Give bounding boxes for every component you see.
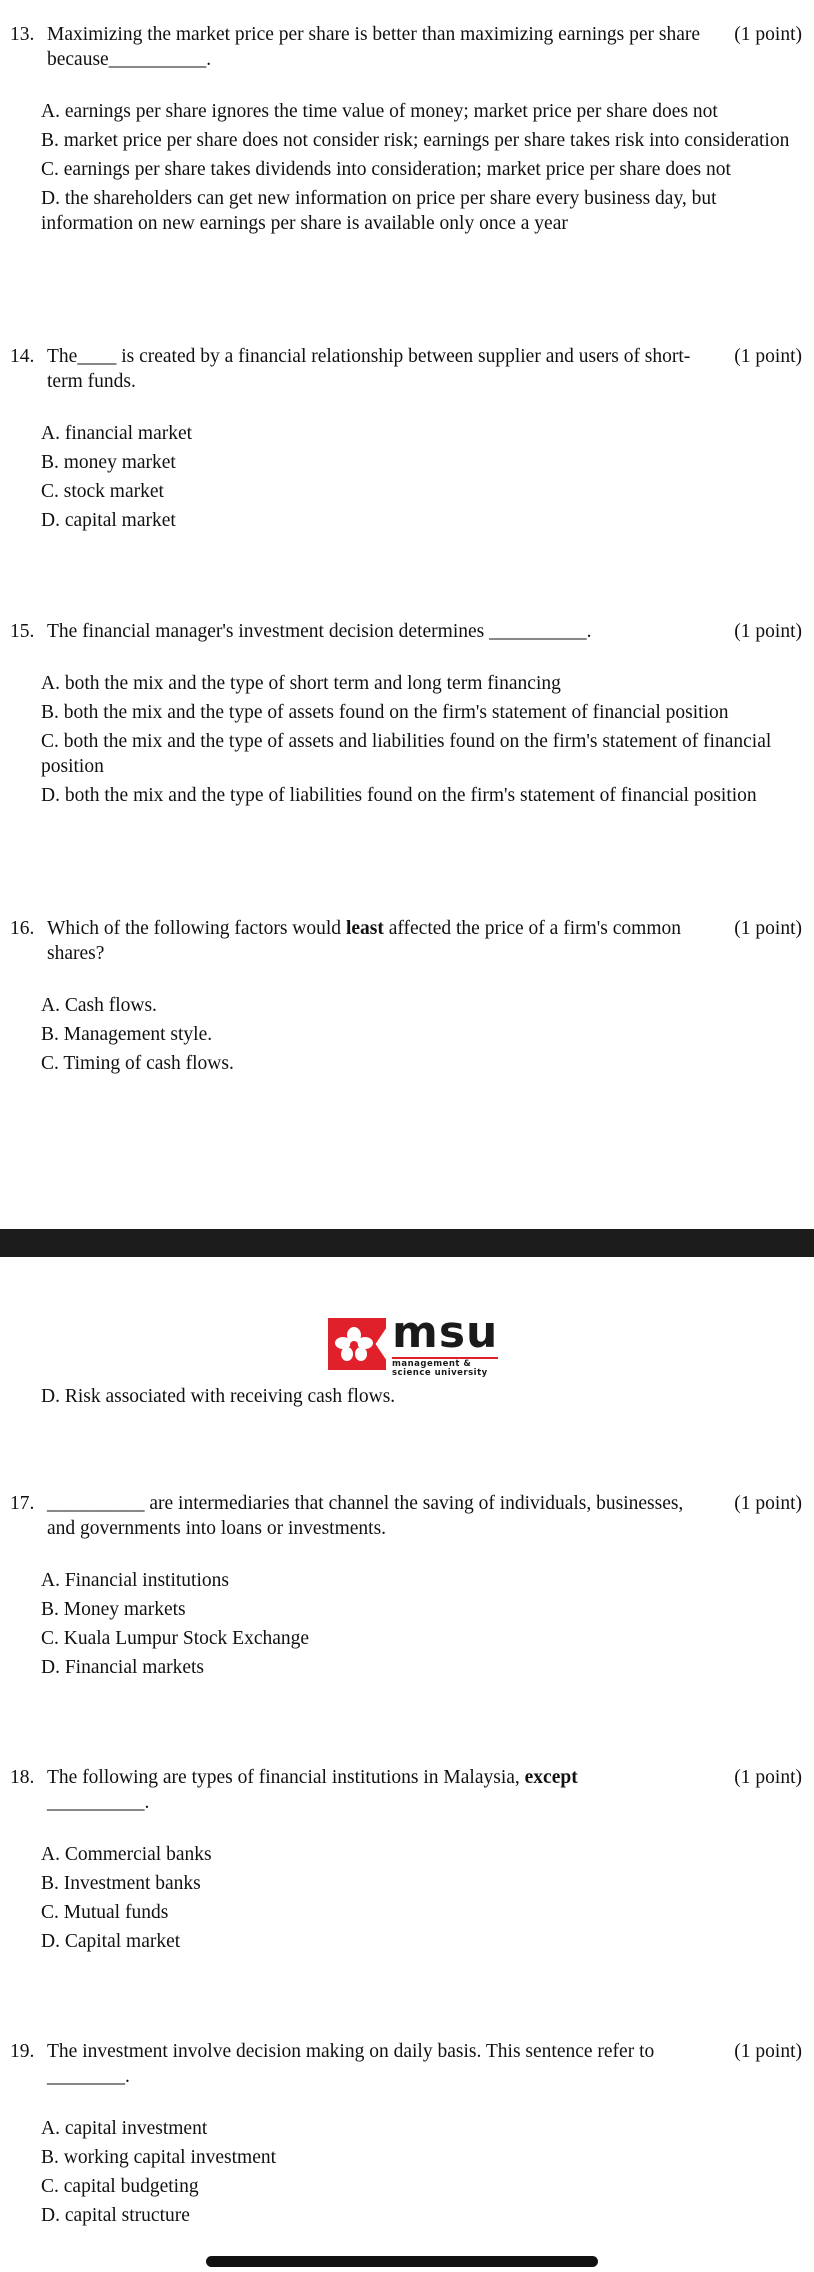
- emphasis-word: least: [345, 918, 384, 939]
- option-a[interactable]: A. Financial institutions: [41, 1570, 229, 1591]
- question-text: The____ is created by a financial relationship between supplier and users of short-term funds.: [47, 346, 691, 392]
- option-d[interactable]: D. capital market: [41, 510, 176, 531]
- options-list: [10, 2116, 802, 2228]
- option-a[interactable]: A. Cash flows.: [41, 995, 157, 1016]
- options-list: [10, 99, 802, 236]
- option-a[interactable]: A. Commercial banks: [41, 1844, 212, 1865]
- option-d[interactable]: D. both the mix and the type of liabilities found on the firm's statement of financial position: [41, 785, 757, 806]
- option-c[interactable]: C. capital budgeting: [41, 2176, 199, 2197]
- option-b[interactable]: B. Management style.: [41, 1024, 213, 1045]
- option-a[interactable]: A. capital investment: [41, 2118, 208, 2139]
- hibiscus-flower-icon: [328, 1318, 386, 1370]
- answer-blank: __________: [47, 1493, 145, 1514]
- option-c[interactable]: C. earnings per share takes dividends into consideration; market price per share does not: [41, 159, 731, 180]
- points-label: (1 point): [734, 2041, 802, 2062]
- question-text: __________ are intermediaries that channel the saving of individuals, businesses, and governments into loans or investments.: [47, 1493, 684, 1539]
- logo-subtitle: management & science university: [392, 1357, 498, 1377]
- msu-logo: [328, 1307, 499, 1378]
- question-17: [10, 1491, 802, 1684]
- question-15: [10, 619, 802, 812]
- question-16: [10, 916, 802, 1080]
- option-b[interactable]: B. both the mix and the type of assets found on the firm's statement of financial position: [41, 702, 729, 723]
- points-label: (1 point): [734, 1493, 802, 1514]
- option-d[interactable]: D. Financial markets: [41, 1657, 204, 1678]
- question-number: 15.: [10, 621, 35, 642]
- question-number: 13.: [10, 24, 35, 45]
- options-list: [10, 993, 802, 1076]
- options-list: [10, 671, 802, 808]
- option-c[interactable]: C. Timing of cash flows.: [41, 1053, 234, 1074]
- question-text: The following are types of financial institutions in Malaysia, except __________.: [47, 1767, 578, 1813]
- question-number: 17.: [10, 1493, 35, 1514]
- question-number: 18.: [10, 1767, 35, 1788]
- question-19: [10, 2039, 802, 2232]
- option-a[interactable]: A. both the mix and the type of short term and long term financing: [41, 673, 561, 694]
- option-b[interactable]: B. Investment banks: [41, 1873, 201, 1894]
- question-text: The financial manager's investment decision determines __________.: [47, 621, 592, 642]
- options-list: [10, 1842, 802, 1954]
- option-b[interactable]: B. working capital investment: [41, 2147, 277, 2168]
- answer-blank: ____: [77, 346, 117, 367]
- points-label: (1 point): [734, 1767, 802, 1788]
- points-label: (1 point): [734, 918, 802, 939]
- points-label: (1 point): [734, 346, 802, 367]
- option-d[interactable]: D. Risk associated with receiving cash flows.: [41, 1386, 396, 1407]
- option-c[interactable]: C. both the mix and the type of assets and liabilities found on the firm's statement of financial position: [41, 731, 772, 777]
- option-b[interactable]: B. market price per share does not consider risk; earnings per share takes risk into consideration: [41, 130, 790, 151]
- option-b[interactable]: B. money market: [41, 452, 176, 473]
- option-c[interactable]: C. Kuala Lumpur Stock Exchange: [41, 1628, 310, 1649]
- question-13: [10, 22, 802, 240]
- option-a[interactable]: A. financial market: [41, 423, 193, 444]
- answer-blank: ________: [47, 2066, 125, 2087]
- question-number: 19.: [10, 2041, 35, 2062]
- option-d[interactable]: D. capital structure: [41, 2205, 190, 2226]
- option-d[interactable]: D. Capital market: [41, 1931, 181, 1952]
- page-break-bar: [0, 1229, 814, 1257]
- question-18: [10, 1765, 802, 1958]
- options-list: [10, 421, 802, 533]
- answer-blank: __________: [47, 1792, 145, 1813]
- question-number: 16.: [10, 918, 35, 939]
- option-a[interactable]: A. earnings per share ignores the time value of money; market price per share does not: [41, 101, 718, 122]
- points-label: (1 point): [734, 24, 802, 45]
- option-b[interactable]: B. Money markets: [41, 1599, 186, 1620]
- answer-blank: __________: [489, 621, 587, 642]
- logo-wordmark: msu: [392, 1307, 499, 1358]
- option-d[interactable]: D. the shareholders can get new information on price per share every business day, but information on new earnings per share is available only once a year: [41, 188, 717, 234]
- question-text: The investment involve decision making on daily basis. This sentence refer to ________.: [47, 2041, 655, 2087]
- points-label: (1 point): [734, 621, 802, 642]
- question-text: Maximizing the market price per share is better than maximizing earnings per share because__________.: [47, 24, 701, 70]
- home-indicator-bar[interactable]: [206, 2256, 598, 2267]
- question-text: Which of the following factors would least affected the price of a firm's common shares?: [47, 918, 681, 964]
- question-14: [10, 344, 802, 537]
- question-number: 14.: [10, 346, 35, 367]
- emphasis-word: except: [524, 1767, 578, 1788]
- answer-blank: __________: [108, 49, 207, 70]
- option-c[interactable]: C. Mutual funds: [41, 1902, 169, 1923]
- options-list: [10, 1568, 802, 1680]
- option-c[interactable]: C. stock market: [41, 481, 164, 502]
